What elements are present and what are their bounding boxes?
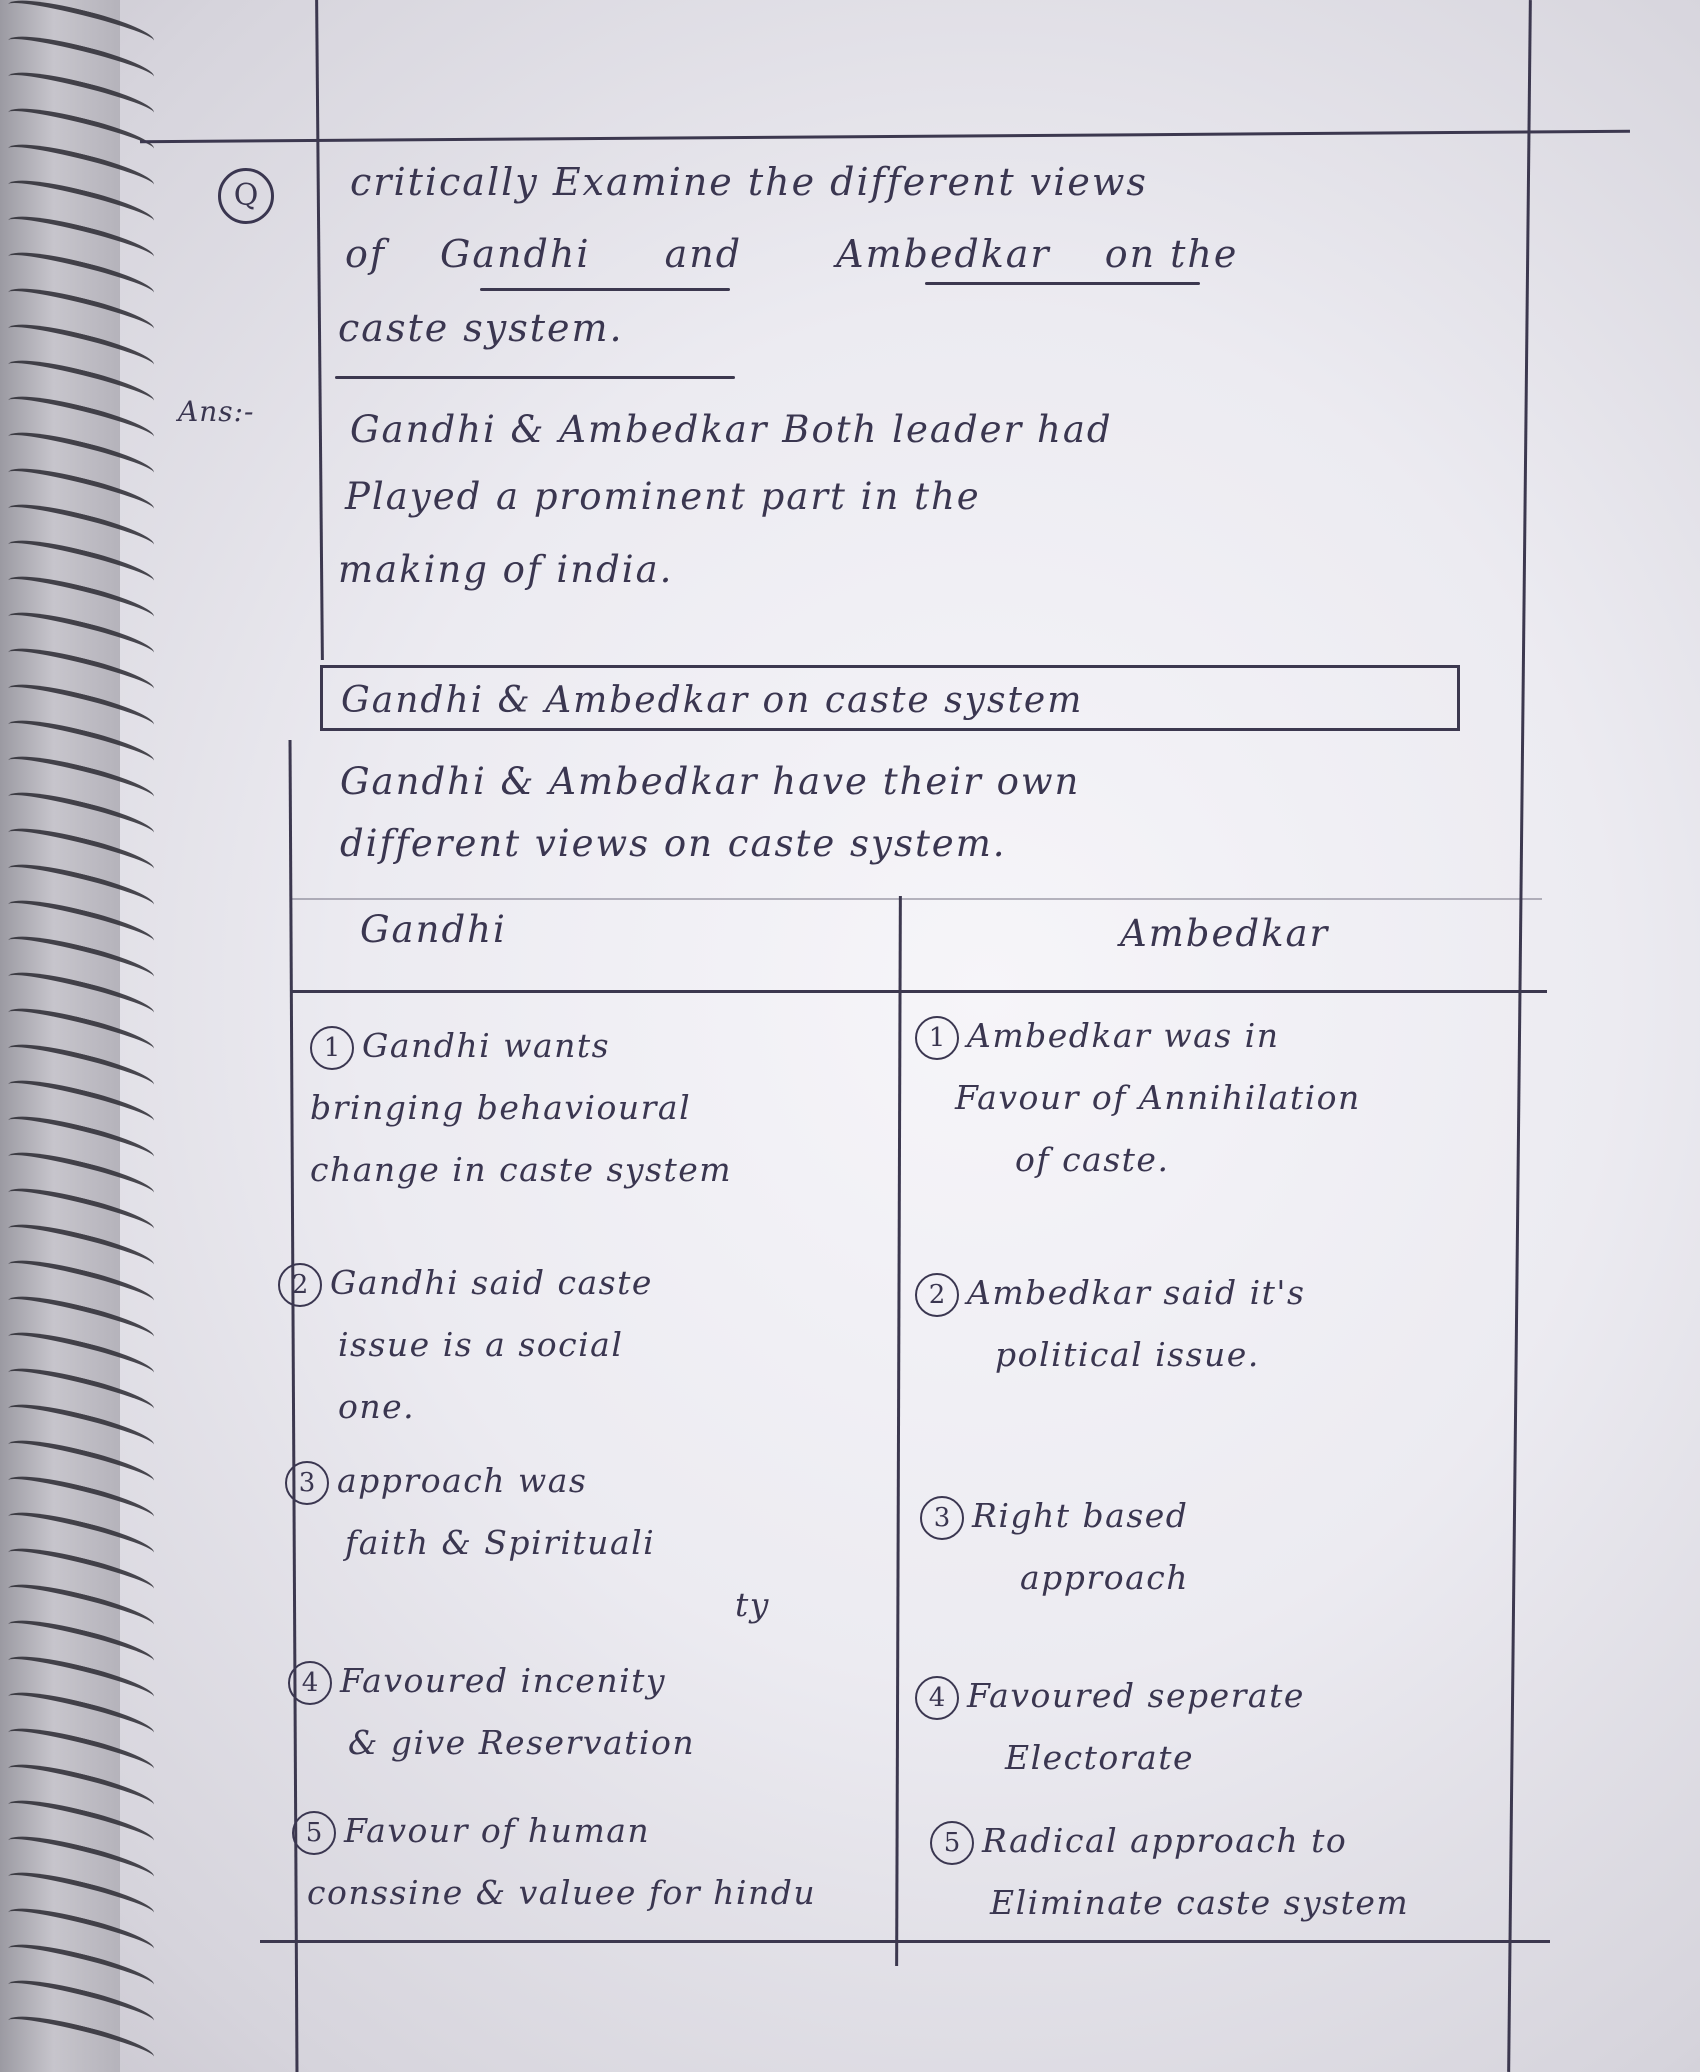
point-number: 3: [285, 1461, 329, 1505]
ambedkar-point-4: [915, 1665, 1305, 1789]
margin-line-right: [1507, 0, 1532, 2072]
point-number: 4: [915, 1676, 959, 1720]
point-text: Eliminate caste system: [990, 1883, 1410, 1922]
point-text: Favour of Annihilation: [955, 1078, 1361, 1117]
point-text: faith & Spirituali: [345, 1523, 656, 1562]
question-word-ambedkar: Ambedkar: [836, 232, 1051, 276]
underline-gandhi: [480, 288, 730, 291]
point-text: Ambedkar said it's: [967, 1273, 1306, 1312]
question-word-and: and: [664, 232, 743, 276]
point-text: Ambedkar was in: [967, 1016, 1280, 1055]
spiral-binding: [0, 0, 120, 2072]
point-text: ty: [735, 1585, 770, 1624]
table-header-ambedkar: Ambedkar: [1120, 912, 1330, 955]
point-text: Right based: [972, 1496, 1189, 1535]
ambedkar-point-2: [915, 1262, 1305, 1386]
point-number: 1: [310, 1026, 354, 1070]
intro-line-2: Played a prominent part in the: [345, 475, 981, 518]
point-number: 3: [920, 1496, 964, 1540]
underline-caste-system: [335, 376, 735, 379]
point-number: 2: [915, 1273, 959, 1317]
question-line-1: critically Examine the different views: [350, 160, 1148, 204]
intro-line-3: making of india.: [338, 548, 674, 591]
top-rule: [140, 130, 1630, 143]
point-text: of caste.: [1015, 1140, 1170, 1179]
ambedkar-point-5: [930, 1810, 1409, 1934]
gandhi-point-5: [292, 1800, 816, 1924]
point-number: 4: [288, 1661, 332, 1705]
question-word-on-the: on the: [1104, 232, 1239, 276]
table-header-gandhi: Gandhi: [360, 908, 507, 951]
underline-ambedkar: [925, 282, 1200, 285]
gandhi-point-3: [285, 1450, 770, 1636]
summary-line-1: Gandhi & Ambedkar have their own: [340, 760, 1081, 803]
point-number: 5: [292, 1811, 336, 1855]
ambedkar-point-1: [915, 1005, 1361, 1191]
gandhi-point-4: [288, 1650, 695, 1774]
point-text: conssine & valuee for hindu: [307, 1873, 817, 1912]
point-text: Radical approach to: [982, 1821, 1348, 1860]
point-text: political issue.: [995, 1335, 1260, 1374]
question-number: Q: [233, 178, 259, 213]
point-text: Favour of human: [344, 1811, 651, 1850]
table-column-divider: [895, 896, 902, 1966]
point-number: 2: [278, 1263, 322, 1307]
point-text: issue is a social: [338, 1325, 624, 1364]
point-number: 1: [915, 1016, 959, 1060]
answer-marker: Ans:-: [178, 395, 255, 428]
question-line-2: [345, 232, 1238, 276]
question-number-circle: [218, 168, 274, 224]
gandhi-point-1: [310, 1015, 732, 1201]
point-text: Favoured incenity: [340, 1661, 667, 1700]
question-word-of: of: [345, 232, 386, 276]
point-text: & give Reservation: [348, 1723, 696, 1762]
intro-line-1: Gandhi & Ambedkar Both leader had: [350, 408, 1113, 451]
point-number: 5: [930, 1821, 974, 1865]
gandhi-point-2: [278, 1252, 653, 1438]
point-text: Electorate: [1005, 1738, 1195, 1777]
point-text: bringing behavioural: [310, 1088, 692, 1127]
section-heading-box: Gandhi & Ambedkar on caste system: [320, 665, 1460, 731]
question-line-3: caste system.: [338, 306, 624, 350]
point-text: Gandhi said caste: [330, 1263, 653, 1302]
question-word-gandhi: Gandhi: [440, 232, 591, 276]
ambedkar-point-3: [920, 1485, 1189, 1609]
point-text: Gandhi wants: [362, 1026, 611, 1065]
point-text: approach was: [337, 1461, 588, 1500]
table-header-rule: [292, 990, 1547, 993]
table-bottom-rule: [260, 1940, 1550, 1943]
table-top-rule: [292, 898, 1542, 900]
point-text: Favoured seperate: [967, 1676, 1305, 1715]
summary-line-2: different views on caste system.: [340, 822, 1007, 865]
margin-line-left: [315, 0, 324, 660]
point-text: one.: [338, 1387, 416, 1426]
point-text: change in caste system: [310, 1150, 733, 1189]
point-text: approach: [1020, 1558, 1189, 1597]
